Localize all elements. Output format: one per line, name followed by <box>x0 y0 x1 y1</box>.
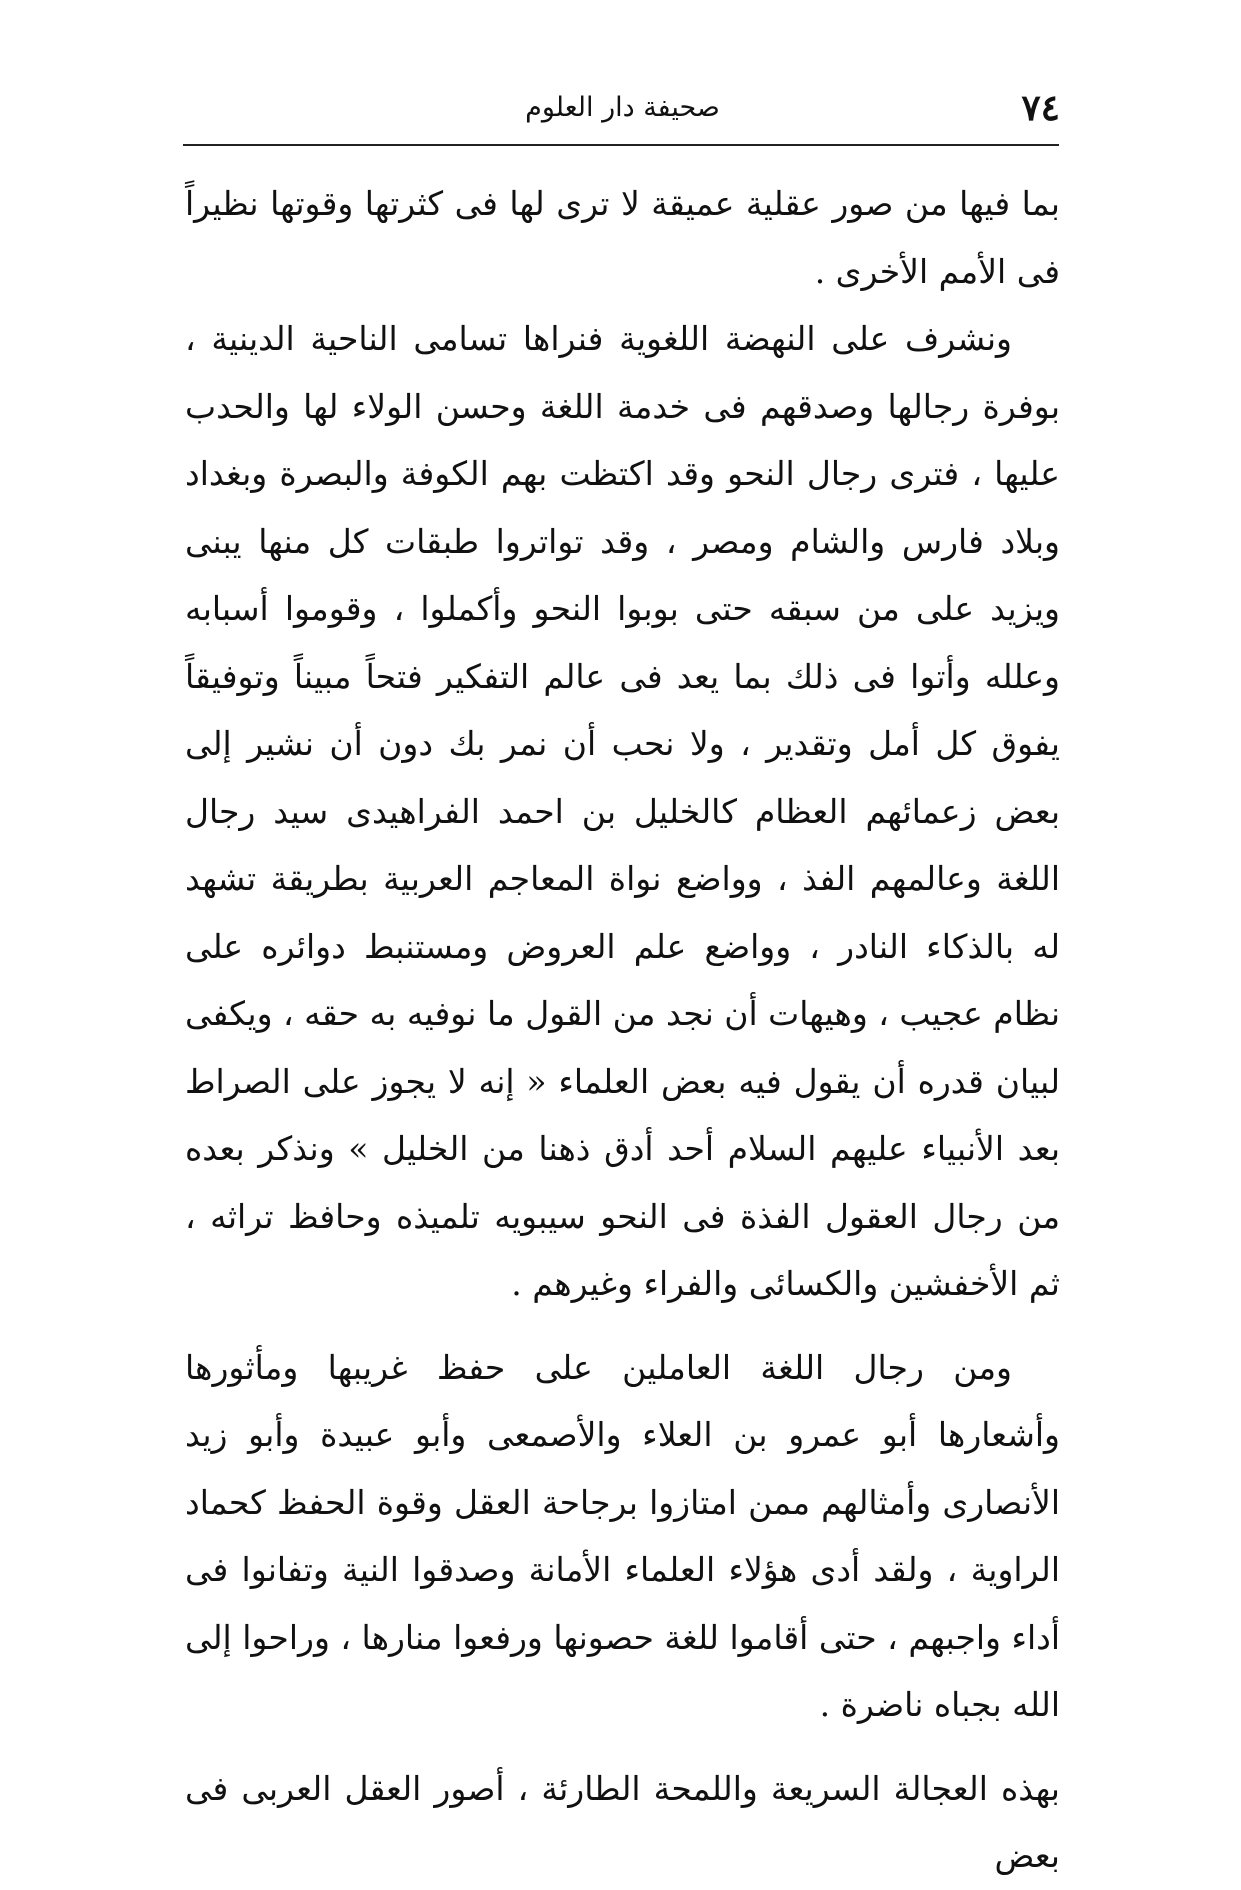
header-divider <box>183 144 1059 146</box>
page-number: ٧٤ <box>1021 87 1060 129</box>
paragraph-closing-line: بهذه العجالة السريعة واللمحة الطارئة ، أصور العقل العربى فى بعض <box>185 1768 1060 1875</box>
paragraph-language-scholars: ومن رجال اللغة العاملين على حفظ غريبها ومأثورها وأشعارها أبو عمرو بن العلاء والأصمعى وأبو عبيدة وأبو زيد الأنصارى وأمثالهم ممن امتازوا برجاحة العقل وقوة الحفظ كحماد الراوية ، ولقد أدى هؤلاء العلماء الأمانة وصدقوا النية وتفانوا فى أداء واجبهم ، حتى أقاموا للغة حصونها ورفعوا منارها ، وراحوا إلى الله بجباه ناضرة . <box>185 1347 1060 1724</box>
paragraph-linguistic-renaissance: ونشرف على النهضة اللغوية فنراها تسامى الناحية الدينية ، بوفرة رجالها وصدقهم فى خدمة اللغة وحسن الولاء لها والحدب عليها ، فترى رجال النحو وقد اكتظت بهم الكوفة والبصرة وبغداد وبلاد فارس والشام ومصر ، وقد تواتروا طبقات كل منها يبنى ويزيد على من سبقه حتى بوبوا النحو وأكملوا ، وقوموا أسبابه وعلله وأتوا فى ذلك بما يعد فى عالم التفكير فتحاً مبيناً وتوفيقاً يفوق كل أمل وتقدير ، ولا نحب أن نمر بك دون أن نشير إلى بعض زعمائهم العظام كالخليل بن احمد الفراهيدى سيد رجال اللغة وعالمهم الفذ ، وواضع نواة المعاجم العربية بطريقة تشهد له بالذكاء النادر ، وواضع علم العروض ومستنبط دوائره على نظام عجيب ، وهيهات أن نجد من القول ما نوفيه به حقه ، ويكفى لبيان قدره أن يقول فيه بعض العلماء « إنه لا يجوز على الصراط بعد الأنبياء عليهم السلام أحد أدق ذهنا من الخليل » ونذكر بعده من رجال العقول الفذة فى النحو سيبويه تلميذه وحافظ تراثه ، ثم الأخفشين والكسائى والفراء وغيرهم . <box>185 319 1060 1303</box>
running-title: صحيفة دار العلوم <box>525 92 720 123</box>
page-body <box>185 170 1060 1890</box>
paragraph-continuation: بما فيها من صور عقلية عميقة لا ترى لها فى كثرتها وقوتها نظيراً فى الأمم الأخرى . <box>185 184 1060 291</box>
page-header <box>185 84 1060 134</box>
